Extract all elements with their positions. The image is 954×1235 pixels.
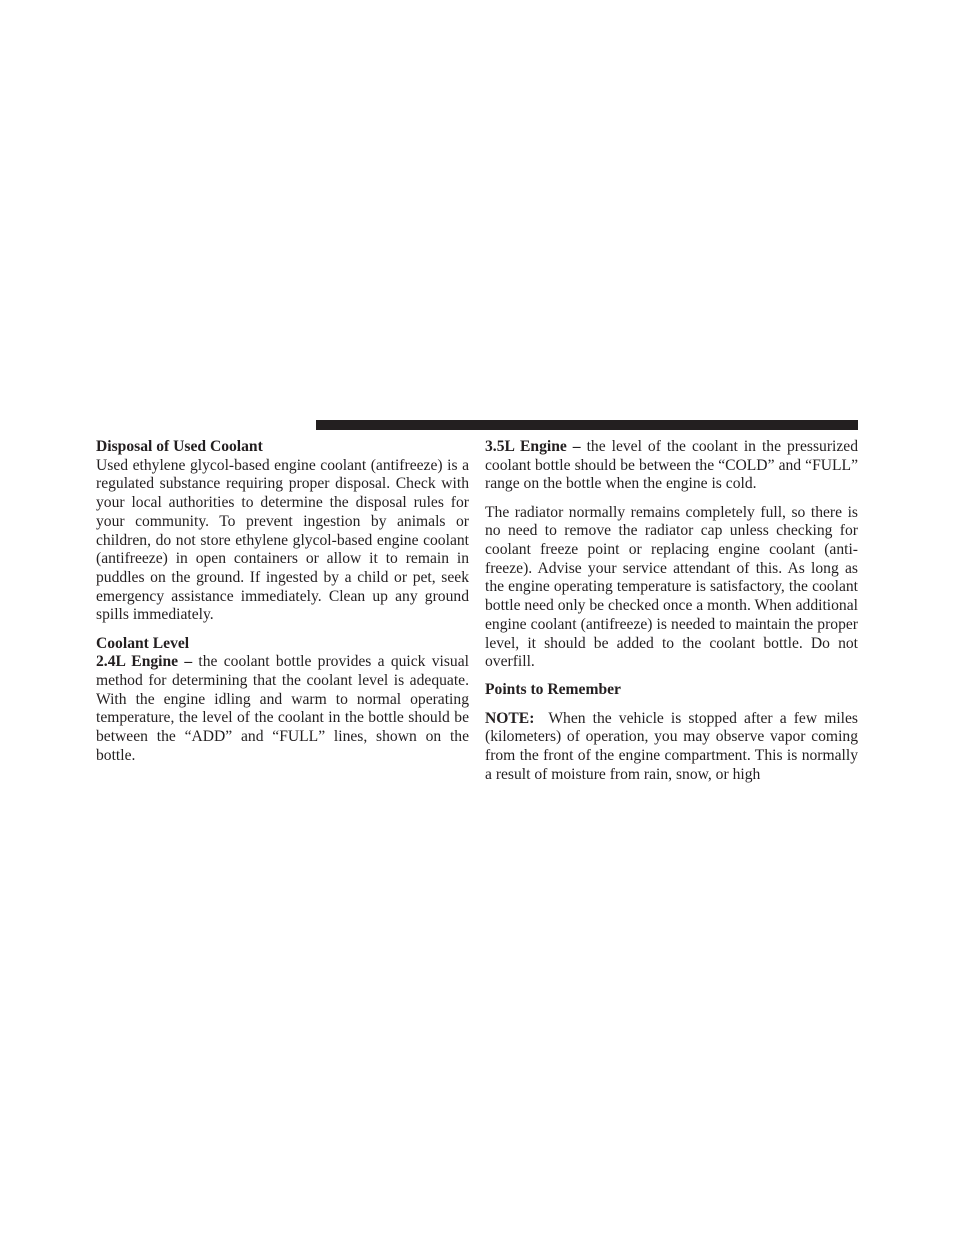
engine-24-text: the coolant bottle provides a quick visual method for determining that the coolant level is adequate. With the engine idling and warm to normal operating temperature, the level of the coolant in the bottle should be between the “ADD” and “FULL” lines, shown on the bottle. <box>96 653 469 764</box>
note-text: When the vehicle is stopped after a few miles (kilometers) of operation, you may observe vapor coming from the front of the engine compartment. This is normally a result of moisture from rain, snow, or high <box>485 709 858 783</box>
note-paragraph <box>485 710 858 785</box>
section-header-rule <box>316 420 858 430</box>
disposal-paragraph: Used ethylene glycol-based engine coolant (antifreeze) is a regulated substance requiring proper disposal. Check with your local authorities to determine the disposal rules for your community. To prevent ingestion by animals or children, do not store ethylene glycol-based engine coolant (antifreeze) in open containers or allow it to remain in puddles on the ground. If ingested by a child or pet, seek emergency assistance immediately. Clean up any ground spills immediately. <box>96 456 469 624</box>
left-column <box>96 438 469 765</box>
disposal-heading: Disposal of Used Coolant <box>96 438 263 455</box>
points-heading: Points to Remember <box>485 681 621 699</box>
note-lead: NOTE: <box>485 709 535 727</box>
engine-24-lead: 2.4L Engine – <box>96 653 193 671</box>
coolant-level-heading: Coolant Level <box>96 634 190 652</box>
engine-35-lead: 3.5L Engine – <box>485 438 581 455</box>
radiator-paragraph: The radiator normally remains completely full, so there is no need to remove the radiator cap unless checking for coolant freeze point or replacing engine coolant (antifreeze). Advise your service attendant of this. As long as the engine operating temperature is satisfactory, the coolant bottle need only be checked once a month. When additional engine coolant (antifreeze) is needed to maintain the proper level, it should be added to the coolant bottle. Do not overfill. <box>485 503 858 671</box>
engine-35-paragraph <box>485 438 858 494</box>
right-column <box>485 438 858 784</box>
engine-24-paragraph <box>96 653 469 765</box>
engine-35-text: the level of the coolant in the pressurized coolant bottle should be between the “COLD” and “FULL” range on the bottle when the engine is cold. <box>485 438 858 493</box>
